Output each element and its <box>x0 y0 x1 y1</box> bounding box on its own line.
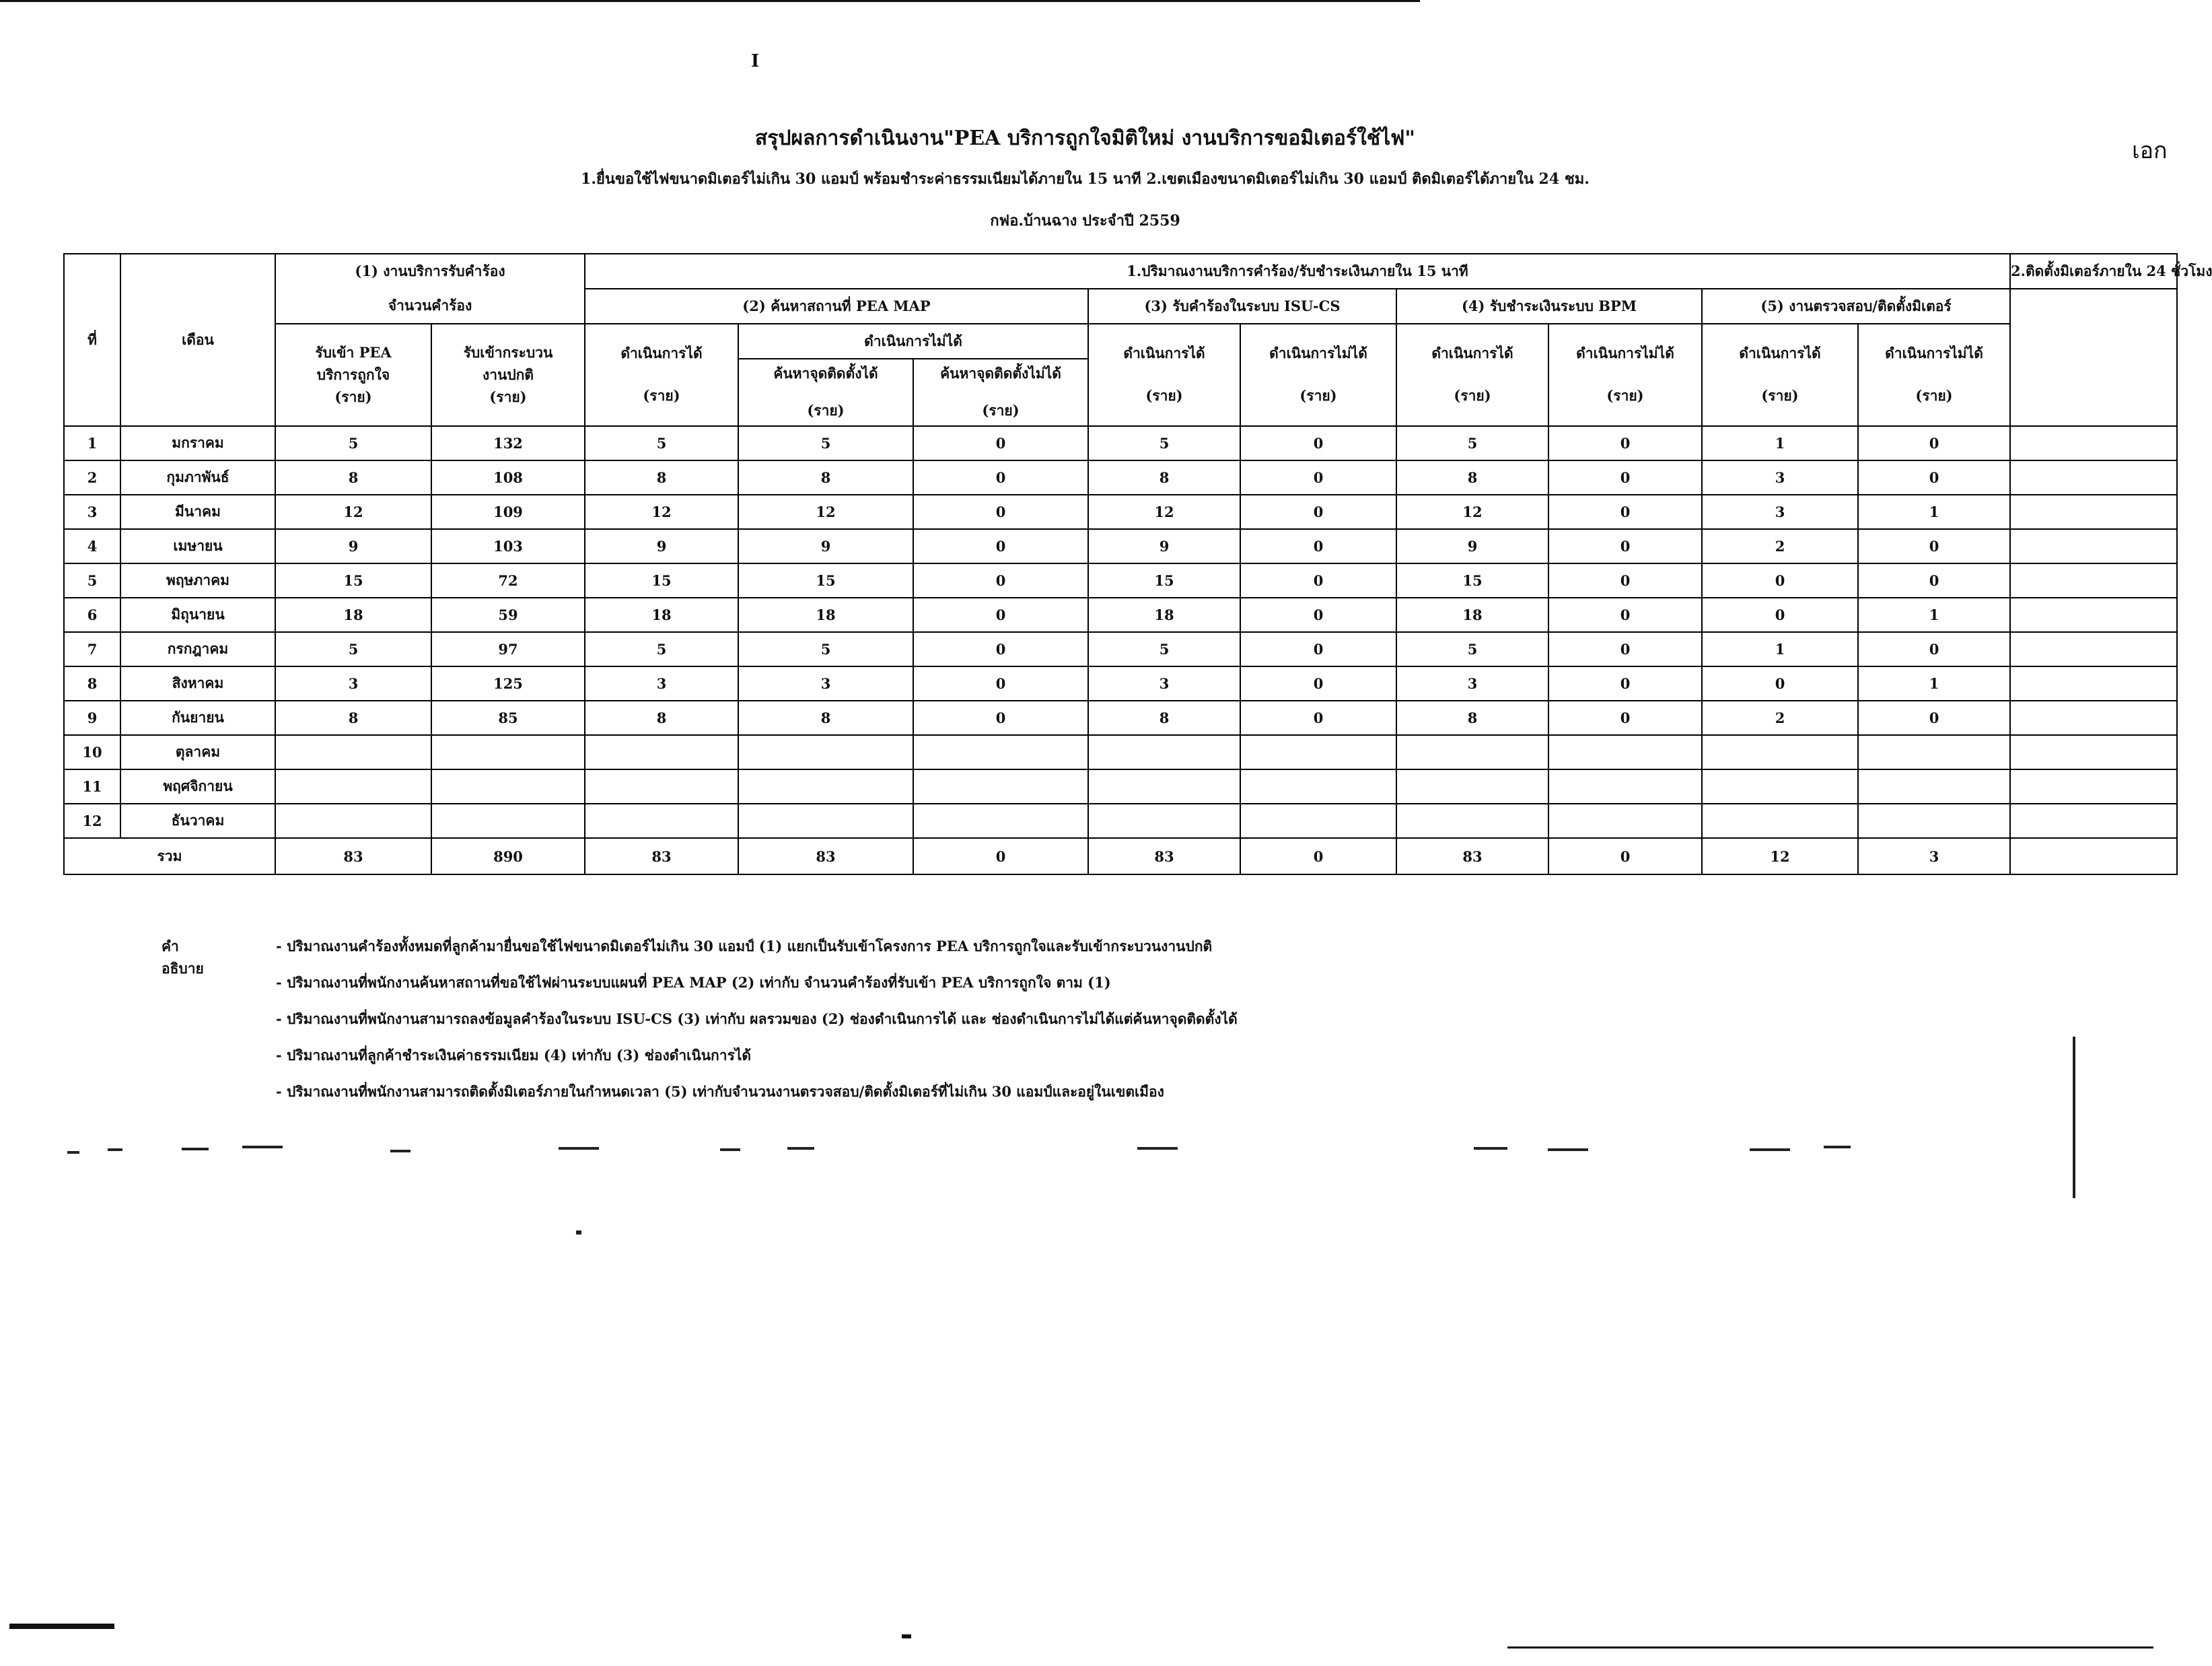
scan-speck <box>1137 1147 1178 1150</box>
top-scan-border <box>0 0 1420 2</box>
cell-value: 9 <box>738 529 913 563</box>
table-row <box>64 529 2177 563</box>
cell-no: 9 <box>64 701 120 735</box>
cell-month: มกราคม <box>120 426 275 460</box>
header-g2-notdone-b-unit: (ราย) <box>982 402 1020 419</box>
cell-value <box>1088 735 1240 769</box>
cell-no: 3 <box>64 495 120 529</box>
total-value: 0 <box>1548 838 1702 874</box>
header-no: ที่ <box>64 254 120 426</box>
total-remark <box>2010 838 2177 874</box>
cell-value: 0 <box>1858 701 2010 735</box>
note-line-2: - ปริมาณงานที่พนักงานค้นหาสถานที่ขอใช้ไฟผ่านระบบแผนที่ PEA MAP (2) เท่ากับ จำนวนคำร้องที่รับเข้า PEA บริการถูกใจ ตาม (1) <box>276 974 1111 991</box>
table-body <box>64 426 2177 874</box>
note-line-3: - ปริมาณงานที่พนักงานสามารถลงข้อมูลคำร้องในระบบ ISU-CS (3) เท่ากับ ผลรวมของ (2) ช่องดำเนินการได้ และ ช่องดำเนินการไม่ได้แต่ค้นหาจุดติดตั้งได้ <box>276 1010 1238 1027</box>
cell-no: 2 <box>64 460 120 495</box>
cell-value: 9 <box>275 529 431 563</box>
cell-value: 18 <box>1396 598 1548 632</box>
page-subtitle: 1.ยื่นขอใช้ไฟขนาดมิเตอร์ไม่เกิน 30 แอมป์ พร้อมชำระค่าธรรมเนียมได้ภายใน 15 นาที 2.เขตเมืองขนาดมิเตอร์ไม่เกิน 30 แอมป์ ติดมิเตอร์ได้ภายใน 24 ชม. <box>581 170 1590 188</box>
cell-no: 5 <box>64 563 120 598</box>
cell-value: 12 <box>585 495 738 529</box>
cell-value: 0 <box>1548 632 1702 666</box>
cell-month: ธันวาคม <box>120 804 275 838</box>
cell-value <box>913 769 1088 804</box>
cell-value: 0 <box>913 426 1088 460</box>
header-part2: 2.ติดตั้งมิเตอร์ภายใน 24 ชั่วโมง <box>2010 254 2177 289</box>
scan-speck <box>559 1147 599 1150</box>
cell-no: 4 <box>64 529 120 563</box>
cell-value <box>1858 804 2010 838</box>
header-g5-notdone <box>1858 324 2010 426</box>
cell-remark <box>2010 529 2177 563</box>
cell-value: 0 <box>1548 529 1702 563</box>
cell-value: 15 <box>738 563 913 598</box>
cell-value: 0 <box>1240 632 1396 666</box>
cell-value <box>1548 735 1702 769</box>
table-row <box>64 460 2177 495</box>
cell-month: สิงหาคม <box>120 666 275 701</box>
header-g3-notdone-unit: (ราย) <box>1299 387 1337 404</box>
cell-value: 3 <box>1702 495 1858 529</box>
header-g5: (5) งานตรวจสอบ/ติดตั้งมิเตอร์ <box>1702 289 2010 324</box>
scan-speck <box>1750 1148 1790 1151</box>
cell-no: 10 <box>64 735 120 769</box>
cell-value <box>1548 769 1702 804</box>
cell-month: กรกฎาคม <box>120 632 275 666</box>
cell-value: 132 <box>431 426 585 460</box>
cell-value: 18 <box>585 598 738 632</box>
cell-value <box>431 804 585 838</box>
header-g4-done-unit: (ราย) <box>1454 387 1491 404</box>
scan-speck <box>390 1150 411 1152</box>
header-g2-done-unit: (ราย) <box>643 387 680 404</box>
cell-month: เมษายน <box>120 529 275 563</box>
cell-month: มีนาคม <box>120 495 275 529</box>
header-g3-notdone <box>1240 324 1396 426</box>
cell-month: กันยายน <box>120 701 275 735</box>
header-g5-done-unit: (ราย) <box>1761 387 1799 404</box>
header-g3-done <box>1088 324 1240 426</box>
cell-value: 9 <box>1396 529 1548 563</box>
cell-value: 9 <box>585 529 738 563</box>
cell-value: 3 <box>275 666 431 701</box>
cell-value: 0 <box>1548 495 1702 529</box>
cell-value: 0 <box>1702 598 1858 632</box>
cell-value: 0 <box>1548 666 1702 701</box>
cell-value: 12 <box>1396 495 1548 529</box>
cell-value: 5 <box>738 632 913 666</box>
header-g3-done-unit: (ราย) <box>1145 387 1183 404</box>
cell-value <box>275 769 431 804</box>
header-g2-notdone-a <box>738 359 913 426</box>
cell-value: 5 <box>1088 632 1240 666</box>
cell-value: 3 <box>738 666 913 701</box>
total-value: 83 <box>1088 838 1240 874</box>
header-g3-done-label: ดำเนินการได้ <box>1123 345 1205 361</box>
cell-value: 5 <box>275 426 431 460</box>
total-label: รวม <box>64 838 275 874</box>
header-g5-notdone-unit: (ราย) <box>1915 387 1953 404</box>
cell-value <box>1396 804 1548 838</box>
header-g4-done-label: ดำเนินการได้ <box>1431 345 1513 361</box>
table-total-row <box>64 838 2177 874</box>
cell-value <box>585 735 738 769</box>
cell-value <box>1702 804 1858 838</box>
cell-no: 8 <box>64 666 120 701</box>
cell-value: 8 <box>1088 460 1240 495</box>
note-line-1: - ปริมาณงานคำร้องทั้งหมดที่ลูกค้ามายื่นขอใช้ไฟขนาดมิเตอร์ไม่เกิน 30 แอมป์ (1) แยกเป็นรับเข้าโครงการ PEA บริการถูกใจและรับเข้ากระบวนงานปกติ <box>276 938 1213 955</box>
cell-value: 8 <box>585 460 738 495</box>
scan-speck <box>108 1148 122 1151</box>
header-g1-col-a-unit: (ราย) <box>334 388 372 405</box>
report-table <box>63 253 2212 875</box>
cell-value <box>1240 804 1396 838</box>
cell-value: 0 <box>1240 666 1396 701</box>
cell-value <box>738 804 913 838</box>
cell-value: 125 <box>431 666 585 701</box>
cell-value: 0 <box>1240 598 1396 632</box>
cell-value: 0 <box>913 529 1088 563</box>
header-g1-col-b-l1: รับเข้ากระบวน <box>463 343 553 361</box>
header-g2-notdone: ดำเนินการไม่ได้ <box>738 324 1088 359</box>
cell-value <box>1396 735 1548 769</box>
cell-value: 0 <box>1240 701 1396 735</box>
total-value: 3 <box>1858 838 2010 874</box>
cell-value: 8 <box>1088 701 1240 735</box>
cell-value: 8 <box>1396 460 1548 495</box>
cell-value: 15 <box>1396 563 1548 598</box>
cell-value: 103 <box>431 529 585 563</box>
cell-value: 0 <box>913 495 1088 529</box>
cell-value <box>585 769 738 804</box>
cell-value: 97 <box>431 632 585 666</box>
cell-value: 2 <box>1702 529 1858 563</box>
cell-value: 8 <box>275 701 431 735</box>
scan-speck <box>720 1148 740 1151</box>
cell-value: 15 <box>585 563 738 598</box>
cell-value <box>275 804 431 838</box>
header-g1-col-b-l2: งานปกติ <box>482 366 534 383</box>
cell-value: 0 <box>1548 701 1702 735</box>
cell-value: 1 <box>1702 632 1858 666</box>
header-g3: (3) รับคำร้องในระบบ ISU-CS <box>1088 289 1396 324</box>
header-g4-notdone-label: ดำเนินการไม่ได้ <box>1576 345 1674 361</box>
cell-value: 85 <box>431 701 585 735</box>
cell-value <box>275 735 431 769</box>
table-row <box>64 804 2177 838</box>
cell-remark <box>2010 632 2177 666</box>
cell-value: 5 <box>585 426 738 460</box>
table-row <box>64 426 2177 460</box>
scan-speck <box>67 1151 79 1154</box>
header-g5-done <box>1702 324 1858 426</box>
scan-speck <box>2073 1037 2075 1198</box>
cell-value <box>913 735 1088 769</box>
header-g4-notdone <box>1548 324 1702 426</box>
header-g2-notdone-b <box>913 359 1088 426</box>
header-part1: 1.ปริมาณงานบริการคำร้อง/รับชำระเงินภายใน 15 นาที <box>585 254 2010 289</box>
total-value: 83 <box>1396 838 1548 874</box>
header-g1-col-a-l2: บริการถูกใจ <box>316 366 390 383</box>
cell-value: 18 <box>738 598 913 632</box>
cell-remark <box>2010 563 2177 598</box>
cell-value <box>738 769 913 804</box>
cell-no: 1 <box>64 426 120 460</box>
cell-value <box>431 735 585 769</box>
cell-value: 1 <box>1858 598 2010 632</box>
note-line-5: - ปริมาณงานที่พนักงานสามารถติดตั้งมิเตอร์ภายในกำหนดเวลา (5) เท่ากับจำนวนงานตรวจสอบ/ติดตั้งมิเตอร์ที่ไม่เกิน 30 แอมป์และอยู่ในเขตเมือง <box>276 1083 1164 1100</box>
header-g4: (4) รับชำระเงินระบบ BPM <box>1396 289 1702 324</box>
header-g1-col-a <box>275 324 431 426</box>
bottom-rule-left <box>9 1624 114 1629</box>
cell-month: มิถุนายน <box>120 598 275 632</box>
cell-value <box>738 735 913 769</box>
cell-value: 5 <box>275 632 431 666</box>
header-group1-line2: จำนวนคำร้อง <box>275 289 585 324</box>
scan-speck <box>1548 1148 1588 1151</box>
cell-value: 15 <box>275 563 431 598</box>
cell-no: 12 <box>64 804 120 838</box>
header-g1-col-b <box>431 324 585 426</box>
cell-value: 0 <box>1858 426 2010 460</box>
header-g4-done <box>1396 324 1548 426</box>
scan-speck <box>1474 1147 1507 1150</box>
cell-value: 0 <box>1858 632 2010 666</box>
cell-value <box>1088 804 1240 838</box>
cell-value <box>913 804 1088 838</box>
table-row <box>64 769 2177 804</box>
table-row <box>64 735 2177 769</box>
cell-value: 3 <box>1702 460 1858 495</box>
cell-no: 6 <box>64 598 120 632</box>
cell-remark <box>2010 769 2177 804</box>
cell-value: 0 <box>1858 563 2010 598</box>
scan-speck <box>242 1146 283 1148</box>
cell-value: 5 <box>1088 426 1240 460</box>
cell-value <box>1702 735 1858 769</box>
header-g2: (2) ค้นหาสถานที่ PEA MAP <box>585 289 1088 324</box>
cell-value: 18 <box>1088 598 1240 632</box>
header-g2-notdone-b-label: ค้นหาจุดติดตั้งไม่ได้ <box>940 365 1061 382</box>
cell-value <box>1088 769 1240 804</box>
cell-month: ตุลาคม <box>120 735 275 769</box>
scan-speck <box>182 1148 209 1150</box>
cell-value: 0 <box>913 666 1088 701</box>
cell-value: 0 <box>913 460 1088 495</box>
cell-value: 8 <box>275 460 431 495</box>
cell-value <box>431 769 585 804</box>
cell-remark <box>2010 460 2177 495</box>
cell-remark <box>2010 495 2177 529</box>
table-row <box>64 495 2177 529</box>
cell-value: 5 <box>1396 632 1548 666</box>
cell-month: พฤศจิกายน <box>120 769 275 804</box>
header-g2-done <box>585 324 738 426</box>
cell-value: 0 <box>1240 563 1396 598</box>
header-g2-notdone-a-unit: (ราย) <box>807 402 845 419</box>
bottom-rule-mid <box>902 1634 911 1638</box>
cell-value: 0 <box>913 632 1088 666</box>
scan-speck <box>576 1230 581 1235</box>
cell-value: 0 <box>1240 495 1396 529</box>
total-value: 890 <box>431 838 585 874</box>
cell-value: 5 <box>585 632 738 666</box>
scan-speck <box>1824 1146 1851 1148</box>
cell-value: 0 <box>1548 460 1702 495</box>
cell-value: 9 <box>1088 529 1240 563</box>
cell-remark <box>2010 666 2177 701</box>
cell-remark <box>2010 598 2177 632</box>
cell-value: 0 <box>913 563 1088 598</box>
cell-value: 1 <box>1858 666 2010 701</box>
header-g4-notdone-unit: (ราย) <box>1606 387 1644 404</box>
cell-value: 0 <box>1858 460 2010 495</box>
cell-value: 12 <box>738 495 913 529</box>
cell-remark <box>2010 804 2177 838</box>
table-row <box>64 598 2177 632</box>
cell-value: 12 <box>1088 495 1240 529</box>
header-g3-notdone-label: ดำเนินการไม่ได้ <box>1269 345 1367 361</box>
total-value: 0 <box>913 838 1088 874</box>
corner-mark: เอก <box>2132 137 2168 164</box>
cell-value: 8 <box>738 460 913 495</box>
cell-month: พฤษภาคม <box>120 563 275 598</box>
cell-value: 0 <box>1548 426 1702 460</box>
cell-value: 12 <box>275 495 431 529</box>
bottom-rule-right <box>1507 1646 2153 1648</box>
cell-value: 0 <box>1240 426 1396 460</box>
page-title: สรุปผลการดำเนินงาน"PEA บริการถูกใจมิติใหม่ งานบริการขอมิเตอร์ใช้ไฟ" <box>754 127 1416 150</box>
header-g2-notdone-a-label: ค้นหาจุดติดตั้งได้ <box>773 365 878 382</box>
cell-remark <box>2010 735 2177 769</box>
cell-value: 18 <box>275 598 431 632</box>
cell-value: 72 <box>431 563 585 598</box>
cell-value: 0 <box>913 598 1088 632</box>
header-group1-line1: (1) งานบริการรับคำร้อง <box>275 254 585 289</box>
cell-value: 15 <box>1088 563 1240 598</box>
header-g5-notdone-label: ดำเนินการไม่ได้ <box>1885 345 1983 361</box>
cell-value: 8 <box>738 701 913 735</box>
cell-value: 108 <box>431 460 585 495</box>
cell-value: 3 <box>585 666 738 701</box>
table-row <box>64 701 2177 735</box>
header-g1-col-b-unit: (ราย) <box>489 388 527 405</box>
cell-no: 11 <box>64 769 120 804</box>
cell-value: 8 <box>1396 701 1548 735</box>
cell-month: กุมภาพันธ์ <box>120 460 275 495</box>
cell-value <box>1858 735 2010 769</box>
cell-value: 3 <box>1396 666 1548 701</box>
total-value: 83 <box>585 838 738 874</box>
total-value: 0 <box>1240 838 1396 874</box>
header-month: เดือน <box>120 254 275 426</box>
scan-speck <box>787 1147 814 1150</box>
note-line-4: - ปริมาณงานที่ลูกค้าชำระเงินค่าธรรมเนียม (4) เท่ากับ (3) ช่องดำเนินการได้ <box>276 1047 752 1064</box>
table-row <box>64 666 2177 701</box>
cell-value: 5 <box>738 426 913 460</box>
cell-value: 0 <box>1858 529 2010 563</box>
cell-no: 7 <box>64 632 120 666</box>
cell-value: 0 <box>1548 598 1702 632</box>
cell-value: 1 <box>1858 495 2010 529</box>
cell-remark <box>2010 701 2177 735</box>
office-year: กฟอ.บ้านฉาง ประจำปี 2559 <box>990 212 1180 230</box>
cell-value <box>1240 769 1396 804</box>
cell-value: 0 <box>1702 563 1858 598</box>
notes-label: คำอธิบาย <box>162 938 204 977</box>
cell-value <box>1396 769 1548 804</box>
total-value: 83 <box>738 838 913 874</box>
cell-value <box>1858 769 2010 804</box>
cell-value: 109 <box>431 495 585 529</box>
page-mark: I <box>751 51 760 71</box>
total-value: 83 <box>275 838 431 874</box>
cell-value: 1 <box>1702 426 1858 460</box>
cell-value: 0 <box>1240 460 1396 495</box>
cell-value: 0 <box>1240 529 1396 563</box>
cell-value <box>585 804 738 838</box>
cell-value <box>1240 735 1396 769</box>
cell-value: 8 <box>585 701 738 735</box>
cell-value: 5 <box>1396 426 1548 460</box>
cell-value: 0 <box>913 701 1088 735</box>
cell-value: 3 <box>1088 666 1240 701</box>
table-row <box>64 632 2177 666</box>
cell-remark <box>2010 426 2177 460</box>
table-row <box>64 563 2177 598</box>
cell-value: 2 <box>1702 701 1858 735</box>
cell-value <box>1548 804 1702 838</box>
cell-value: 59 <box>431 598 585 632</box>
total-value: 12 <box>1702 838 1858 874</box>
header-g1-col-a-l1: รับเข้า PEA <box>315 343 392 361</box>
header-g2-done-label: ดำเนินการได้ <box>620 345 703 361</box>
cell-value: 0 <box>1548 563 1702 598</box>
cell-value: 0 <box>1702 666 1858 701</box>
cell-value <box>1702 769 1858 804</box>
header-g5-done-label: ดำเนินการได้ <box>1739 345 1821 361</box>
